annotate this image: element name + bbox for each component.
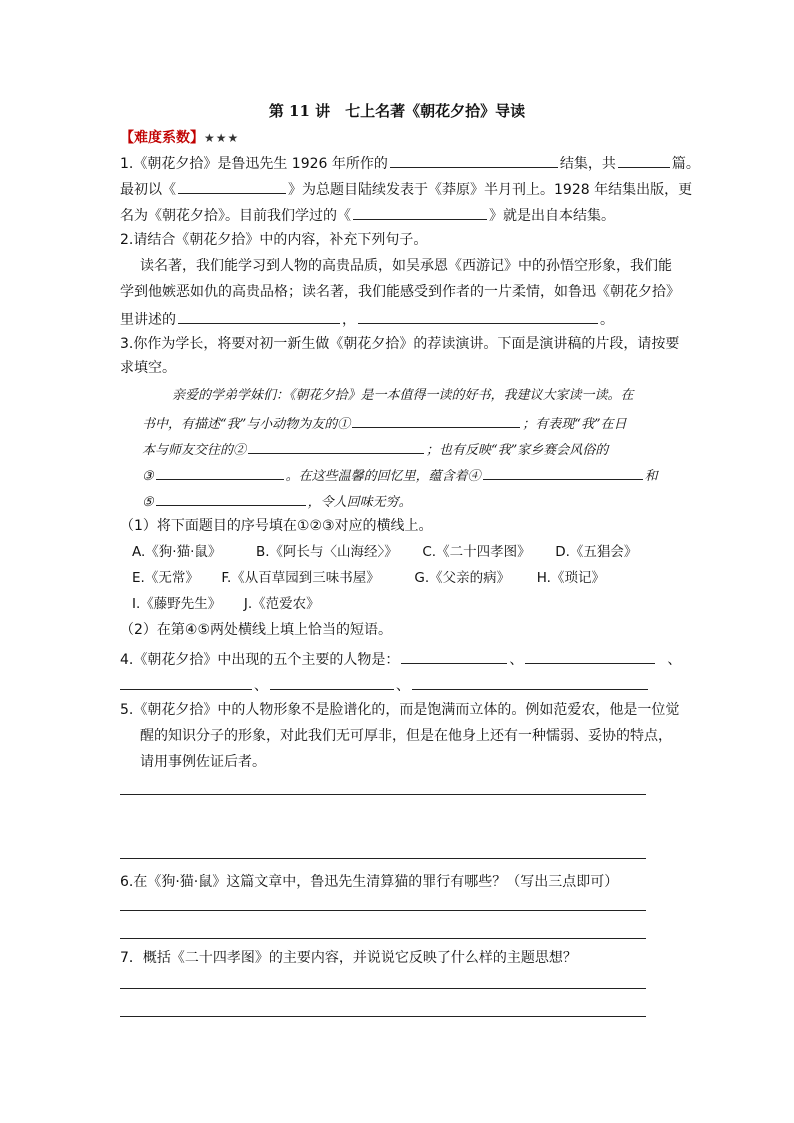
- q3-speech-3b: ；也有反映“我”家乡赛会风俗的: [426, 443, 609, 458]
- difficulty-stars: ★★★: [204, 131, 240, 145]
- q3-options-row-2: [132, 568, 605, 588]
- q2-text-d: 里讲述的: [120, 312, 176, 328]
- q1-text-c: 篇。: [671, 156, 700, 172]
- q4-line-2: [120, 674, 650, 696]
- q1-text-g: 》就是出自本结集。: [489, 208, 615, 224]
- option-a: A.《狗·猫·鼠》: [132, 544, 222, 560]
- q3-blank-2[interactable]: [248, 438, 424, 454]
- q6-answer-line-1[interactable]: [120, 910, 646, 911]
- q1-line-3: [120, 204, 615, 226]
- page-title: 第 11 讲 七上名著《朝花夕拾》导读: [268, 102, 526, 120]
- q3-part-1: （1）将下面题目的序号填在①②③对应的横线上。: [120, 518, 433, 534]
- q4-blank-4[interactable]: [270, 674, 394, 690]
- option-b: B.《阿长与〈山海经〉》: [255, 544, 398, 560]
- q3-blank-3[interactable]: [156, 464, 284, 480]
- q3-speech-line-4: [142, 464, 658, 487]
- q6-answer-line-2[interactable]: [120, 938, 646, 939]
- q2-text-c: 学到他嫉恶如仇的高贵品格；读名著，我们能感受到作者的一片柔情，如鲁迅《朝花夕拾》: [120, 284, 680, 300]
- q1-blank-studied-text[interactable]: [353, 204, 487, 220]
- q1-blank-collection[interactable]: [390, 152, 558, 168]
- q3-speech-line-2: [142, 412, 627, 435]
- q5-text-a: 5.《朝花夕拾》中的人物形象不是脸谱化的，而是饱满而立体的。例如范爱农，他是一位觉: [120, 702, 680, 718]
- q4-blank-1[interactable]: [401, 648, 507, 664]
- q3-speech-2a: 书中，有描述“我”与小动物为友的①: [142, 417, 351, 432]
- q1-blank-original-title[interactable]: [178, 178, 286, 194]
- q3-speech-5a: ⑤: [142, 495, 154, 510]
- q3-blank-5[interactable]: [156, 490, 306, 506]
- difficulty-label: 【难度系数】: [120, 130, 204, 146]
- option-c: C.《二十四孝图》: [422, 544, 531, 560]
- q3-speech-line-3: [142, 438, 608, 461]
- q6-prompt: 6.在《狗·猫·鼠》这篇文章中，鲁迅先生清算猫的罪行有哪些？（写出三点即可）: [120, 874, 619, 890]
- q4-blank-3[interactable]: [120, 674, 252, 690]
- option-j: J.《范爱农》: [243, 596, 320, 612]
- q3-prompt-b: 求填空。: [120, 360, 176, 376]
- q7-prompt: 7．概括《二十四孝图》的主要内容，并说说它反映了什么样的主题思想？: [120, 950, 577, 966]
- q4-sep-1: 、: [509, 652, 524, 668]
- q5-text-c: 请用事例佐证后者。: [140, 754, 266, 770]
- q1-text-e: 》为总题目陆续发表于《莽原》半月刊上。1928 年结集出版，更: [288, 182, 693, 198]
- q4-sep-4: 、: [396, 678, 410, 694]
- difficulty-rating: [120, 128, 239, 148]
- q3-blank-1[interactable]: [352, 412, 520, 428]
- q4-prompt: 4.《朝花夕拾》中出现的五个主要的人物是：: [120, 652, 400, 668]
- q2-text-b: 读名著，我们能学习到人物的高贵品质，如吴承恩《西游记》中的孙悟空形象，我们能: [140, 258, 672, 274]
- q3-options-row-1: [132, 542, 637, 562]
- q2-blank-2[interactable]: [358, 308, 598, 324]
- q3-blank-4[interactable]: [483, 464, 643, 480]
- q1-text-a: 1.《朝花夕拾》是鲁迅先生 1926 年所作的: [120, 156, 388, 172]
- q3-speech-4b: 。在这些温馨的回忆里，蕴含着④: [285, 469, 481, 484]
- q7-answer-line-1[interactable]: [120, 988, 646, 989]
- q4-blank-5[interactable]: [412, 674, 648, 690]
- q3-prompt-a: 3.你作为学长，将要对初一新生做《朝花夕拾》的荐读演讲。下面是演讲稿的片段，请按要: [120, 336, 680, 352]
- q1-text-f: 名为《朝花夕拾》。目前我们学过的《: [120, 208, 351, 224]
- q3-speech-2b: ；有表现“我”在日: [522, 417, 627, 432]
- q5-text-b: 醒的知识分子的形象，对此我们无可厚非，但是在他身上还有一种懦弱、妥协的特点，: [140, 728, 672, 744]
- option-f: F.《从百草园到三味书屋》: [221, 570, 380, 586]
- q1-line-2: [120, 178, 692, 200]
- q1-blank-count[interactable]: [618, 152, 670, 168]
- q3-speech-1: 亲爱的学弟学妹们：《朝花夕拾》是一本值得一读的好书，我建议大家读一读。在: [172, 388, 634, 403]
- q4-blank-2[interactable]: [525, 648, 655, 664]
- q3-speech-line-5: [142, 490, 412, 513]
- q3-speech-3a: 本与师友交往的②: [142, 443, 247, 458]
- option-d: D.《五猖会》: [555, 544, 638, 560]
- q3-part-2: （2）在第④⑤两处横线上填上恰当的短语。: [120, 622, 393, 638]
- q2-prompt: 2.请结合《朝花夕拾》中的内容，补充下列句子。: [120, 232, 428, 248]
- q1-line-1: [120, 152, 700, 174]
- q3-speech-4c: 和: [644, 469, 658, 484]
- q1-text-b: 结集，共: [559, 156, 616, 172]
- q2-text-e: ，: [342, 312, 356, 328]
- option-e: E.《无常》: [132, 570, 199, 586]
- option-h: H.《琐记》: [536, 570, 605, 586]
- q4-line-1: [120, 648, 681, 670]
- q5-answer-line-2[interactable]: [120, 858, 646, 859]
- q2-text-f: 。: [600, 312, 614, 328]
- q3-options-row-3: [132, 594, 320, 614]
- q2-blank-1[interactable]: [178, 308, 340, 324]
- q5-answer-line-1[interactable]: [120, 794, 646, 795]
- q7-answer-line-2[interactable]: [120, 1016, 646, 1017]
- option-i: I.《藤野先生》: [132, 596, 222, 612]
- q4-sep-2: 、: [667, 652, 682, 668]
- q1-text-d: 最初以《: [120, 182, 176, 198]
- q3-speech-4a: ③: [142, 469, 154, 484]
- option-g: G.《父亲的病》: [414, 570, 511, 586]
- q4-sep-3: 、: [254, 678, 268, 694]
- q2-line-3: [120, 308, 614, 330]
- q3-speech-5b: ，令人回味无穷。: [307, 495, 412, 510]
